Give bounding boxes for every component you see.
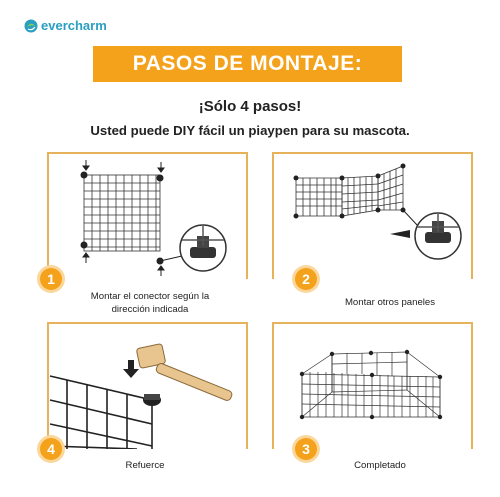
step-badge-3: 3 (295, 438, 317, 460)
grid-panels-icon (296, 166, 403, 216)
step-1-caption-line2: dirección indicada (111, 304, 189, 315)
step-badge-2: 2 (295, 268, 317, 290)
connector-zoom-icon (390, 213, 461, 259)
down-arrow-icon (123, 360, 139, 378)
grid-panel-icon (84, 175, 160, 251)
step-badge-4: 4 (40, 438, 62, 460)
arrow-icons (83, 160, 164, 276)
step-panel-1 (42, 152, 248, 287)
step-1-caption-line1: Montar el conector según la (90, 291, 210, 302)
step-badge-1: 1 (40, 268, 62, 290)
step-1-caption (60, 290, 240, 316)
page-title: PASOS DE MONTAJE: (132, 52, 363, 75)
subtitle: ¡Sólo 4 pasos! (198, 98, 302, 115)
brand-logo (24, 18, 107, 33)
step-2-illustration (272, 152, 473, 279)
brand-name: evercharm (41, 18, 107, 33)
step-1-illustration (42, 152, 248, 279)
evercharm-logo-icon (24, 19, 38, 33)
step-3-illustration (272, 322, 473, 449)
step-4-caption (55, 459, 235, 472)
connector-icon (143, 394, 161, 406)
step-panel-4 (42, 322, 248, 457)
title-banner (93, 46, 402, 82)
connector-zoom-icon (180, 225, 226, 271)
step-panel-2 (272, 152, 473, 287)
grid-corner-icon (50, 376, 152, 449)
step-2-caption-line1: Montar otros paneles (344, 297, 436, 308)
completed-playpen-icon (302, 352, 440, 417)
step-3-caption-line1: Completado (354, 460, 406, 471)
step-4-caption-line1: Refuerce (125, 460, 165, 471)
step-2-caption (300, 296, 480, 309)
hammer-icon (136, 344, 233, 402)
step-panel-3 (272, 322, 473, 457)
description: Usted puede DIY fácil un piaypen para su mascota. (90, 123, 410, 138)
step-4-illustration (42, 322, 248, 449)
step-3-caption (290, 459, 470, 472)
